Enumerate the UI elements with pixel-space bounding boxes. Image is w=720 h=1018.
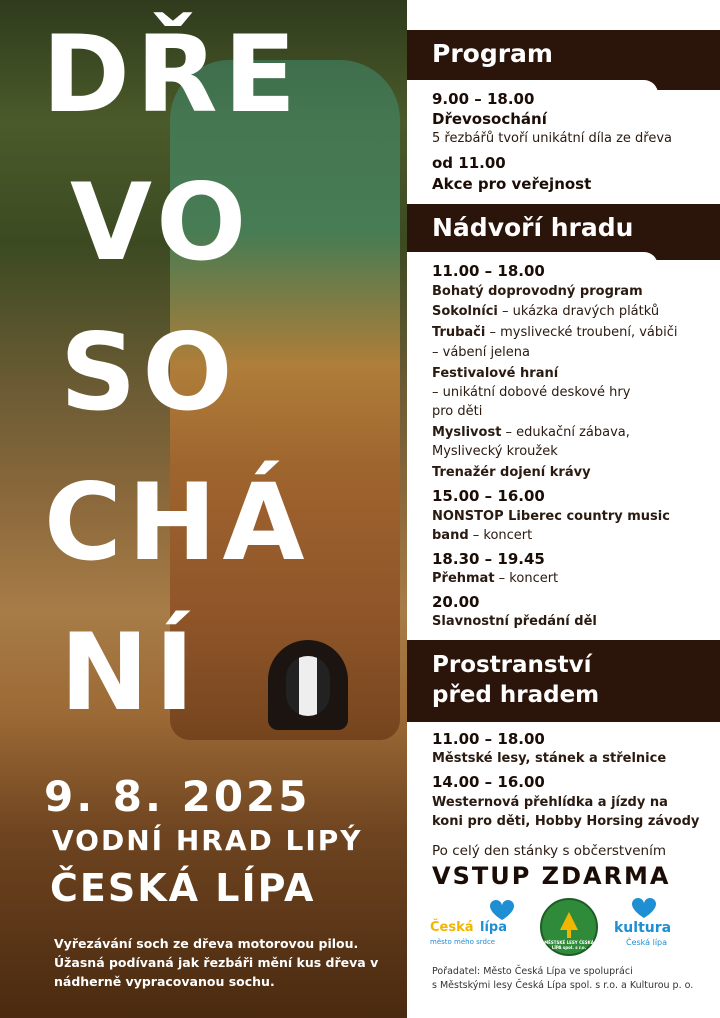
logo3-word-b: Česká lípa bbox=[626, 938, 668, 947]
nadvori-item-1: Bohatý doprovodný program bbox=[432, 284, 643, 299]
nadvori-heading: Nádvoří hradu bbox=[421, 208, 647, 250]
program-title-1: Dřevosochání bbox=[432, 110, 547, 128]
nadvori-item-7b: band – koncert bbox=[432, 528, 533, 543]
logo-kultura bbox=[612, 898, 682, 953]
logo2-text: MĚSTSKÉ LESY ČESKÁ LÍPA spol. s r.o. bbox=[544, 940, 594, 950]
program-title-2: Akce pro veřejnost bbox=[432, 175, 592, 193]
nadvori-item-2: Sokolníci – ukázka dravých plátků bbox=[432, 304, 660, 319]
organizer-line-2: s Městskými lesy Česká Lípa spol. s r.o. a Kulturou p. o. bbox=[432, 980, 694, 991]
nadvori-time-1: 11.00 – 18.00 bbox=[432, 262, 545, 280]
prostranstvi-heading-line-1: Prostranství bbox=[432, 652, 592, 678]
nadvori-item-7: NONSTOP Liberec country music bbox=[432, 509, 670, 524]
prostranstvi-item-1: Městské lesy, stánek a střelnice bbox=[432, 751, 667, 766]
nadvori-item-3b: – vábení jelena bbox=[432, 345, 530, 360]
program-heading: Program bbox=[421, 34, 567, 76]
nadvori-item-4b: – unikátní dobové deskové hry bbox=[432, 385, 631, 400]
nadvori-time-4: 20.00 bbox=[432, 593, 480, 611]
badger-figure bbox=[286, 656, 330, 716]
logo-ceska-lipa bbox=[430, 900, 520, 950]
free-entry: VSTUP ZDARMA bbox=[432, 862, 671, 890]
title-line-1: DŘE bbox=[42, 13, 303, 136]
nadvori-time-2: 15.00 – 16.00 bbox=[432, 487, 545, 505]
nadvori-item-4c: pro děti bbox=[432, 404, 483, 419]
logo1-word-b: lípa bbox=[480, 920, 507, 935]
nadvori-item-5b: Myslivecký kroužek bbox=[432, 444, 558, 459]
event-description: Vyřezávání soch ze dřeva motorovou pilou. Úžasná podívaná jak řezbáři mění kus dřeva v nádherně vypracovanou sochu. bbox=[54, 936, 379, 989]
title-line-5: NÍ bbox=[60, 611, 201, 734]
venue-name: VODNÍ HRAD LIPÝ bbox=[52, 824, 363, 857]
program-time-2: od 11.00 bbox=[432, 154, 506, 172]
prostranstvi-item-2b: koni pro děti, Hobby Horsing závody bbox=[432, 814, 700, 829]
logo1-tagline: město mého srdce bbox=[430, 938, 496, 946]
prostranstvi-heading-line-2: před hradem bbox=[432, 682, 600, 708]
program-time-1: 9.00 – 18.00 bbox=[432, 90, 535, 108]
program-desc-1: 5 řezbářů tvoří unikátní díla ze dřeva bbox=[432, 131, 672, 146]
logo-mestske-lesy bbox=[540, 898, 598, 956]
organizer-line-1: Pořadatel: Město Česká Lípa ve spolupráci bbox=[432, 966, 633, 977]
nadvori-time-3: 18.30 – 19.45 bbox=[432, 550, 545, 568]
prostranstvi-heading bbox=[421, 646, 613, 716]
nadvori-item-5: Myslivost – edukační zábava, bbox=[432, 425, 630, 440]
logo1-word-a: Česká bbox=[430, 920, 474, 935]
event-date: 9. 8. 2025 bbox=[44, 772, 311, 821]
title-line-3: SO bbox=[60, 311, 239, 434]
prostranstvi-time-2: 14.00 – 16.00 bbox=[432, 773, 545, 791]
title-line-4: CHÁ bbox=[44, 461, 311, 584]
refreshments-note: Po celý den stánky s občerstvením bbox=[432, 843, 666, 859]
nadvori-item-4: Festivalové hraní bbox=[432, 366, 559, 381]
title-line-2: VO bbox=[70, 161, 253, 284]
prostranstvi-time-1: 11.00 – 18.00 bbox=[432, 730, 545, 748]
prostranstvi-item-2a: Westernová přehlídka a jízdy na bbox=[432, 795, 668, 810]
nadvori-item-8: Přehmat – koncert bbox=[432, 571, 559, 586]
city-name: ČESKÁ LÍPA bbox=[50, 866, 316, 910]
nadvori-item-3: Trubači – myslivecké troubení, vábiči bbox=[432, 325, 678, 340]
heart-icon bbox=[612, 898, 682, 922]
nadvori-item-9: Slavnostní předání děl bbox=[432, 614, 597, 629]
nadvori-item-6: Trenažér dojení krávy bbox=[432, 465, 591, 480]
logo3-word-a: kultura bbox=[614, 920, 672, 936]
